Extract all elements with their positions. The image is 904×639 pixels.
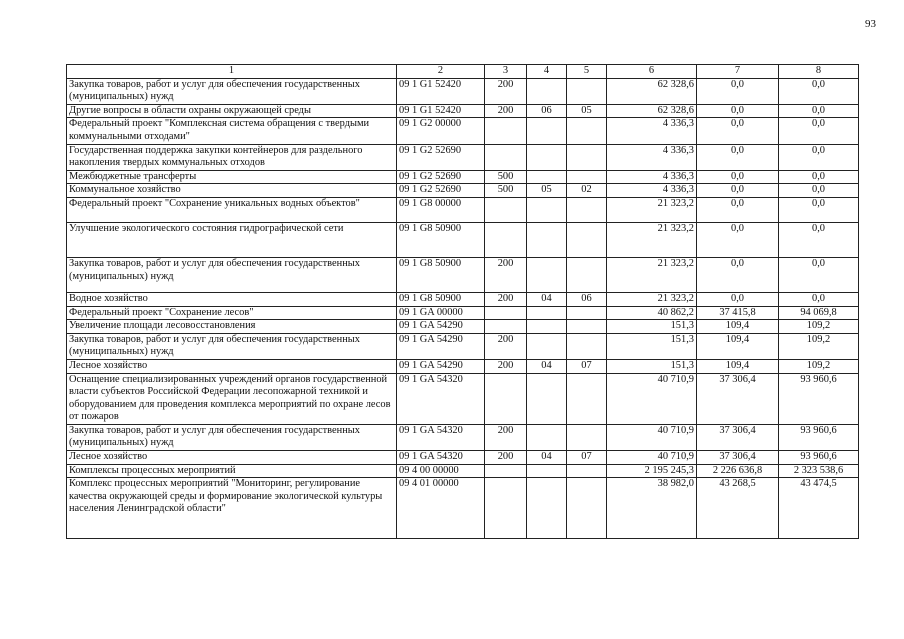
column-header: 8 xyxy=(779,65,859,79)
item-name-cell: Комплекс процессных мероприятий "Мониторинг, регулирование качества окружающей среды и формирование экологической культуры населения Ленинградской области" xyxy=(67,478,397,539)
target-code-cell: 09 4 00 00000 xyxy=(397,464,485,478)
section-cell: 04 xyxy=(527,451,567,465)
column-header: 7 xyxy=(697,65,779,79)
amount-col8-cell: 0,0 xyxy=(779,184,859,198)
amount-col7-cell: 0,0 xyxy=(697,104,779,118)
item-name-cell: Федеральный проект "Сохранение лесов" xyxy=(67,306,397,320)
expense-type-cell: 200 xyxy=(485,424,527,450)
expense-type-cell: 200 xyxy=(485,451,527,465)
target-code-cell: 09 1 GA 00000 xyxy=(397,306,485,320)
subsection-cell xyxy=(567,320,607,334)
amount-col8-cell: 109,2 xyxy=(779,320,859,334)
section-cell: 04 xyxy=(527,359,567,373)
amount-col8-cell: 0,0 xyxy=(779,104,859,118)
table-row xyxy=(67,222,859,257)
target-code-cell: 09 4 01 00000 xyxy=(397,478,485,539)
amount-col8-cell: 93 960,6 xyxy=(779,451,859,465)
item-name-cell: Увеличение площади лесовосстановления xyxy=(67,320,397,334)
amount-col7-cell: 109,4 xyxy=(697,359,779,373)
amount-col7-cell: 0,0 xyxy=(697,257,779,292)
amount-col8-cell: 93 960,6 xyxy=(779,373,859,424)
amount-col6-cell: 2 195 245,3 xyxy=(607,464,697,478)
item-name-cell: Закупка товаров, работ и услуг для обеспечения государственных (муниципальных) нужд xyxy=(67,78,397,104)
item-name-cell: Межбюджетные трансферты xyxy=(67,170,397,184)
item-name-cell: Закупка товаров, работ и услуг для обеспечения государственных (муниципальных) нужд xyxy=(67,257,397,292)
subsection-cell xyxy=(567,373,607,424)
item-name-cell: Государственная поддержка закупки контейнеров для раздельного накопления твердых коммунальных отходов xyxy=(67,144,397,170)
amount-col8-cell: 0,0 xyxy=(779,222,859,257)
subsection-cell xyxy=(567,222,607,257)
subsection-cell xyxy=(567,144,607,170)
amount-col8-cell: 94 069,8 xyxy=(779,306,859,320)
amount-col8-cell: 43 474,5 xyxy=(779,478,859,539)
subsection-cell xyxy=(567,118,607,144)
expense-type-cell: 200 xyxy=(485,78,527,104)
table-row xyxy=(67,184,859,198)
amount-col6-cell: 4 336,3 xyxy=(607,144,697,170)
amount-col6-cell: 151,3 xyxy=(607,359,697,373)
amount-col7-cell: 37 415,8 xyxy=(697,306,779,320)
page-number: 93 xyxy=(865,18,876,30)
section-cell: 04 xyxy=(527,292,567,306)
section-cell xyxy=(527,78,567,104)
amount-col6-cell: 21 323,2 xyxy=(607,222,697,257)
column-header: 3 xyxy=(485,65,527,79)
target-code-cell: 09 1 G2 52690 xyxy=(397,144,485,170)
section-cell xyxy=(527,424,567,450)
target-code-cell: 09 1 GA 54290 xyxy=(397,359,485,373)
table-row xyxy=(67,359,859,373)
amount-col7-cell: 37 306,4 xyxy=(697,451,779,465)
table-row xyxy=(67,118,859,144)
item-name-cell: Комплексы процессных мероприятий xyxy=(67,464,397,478)
section-cell xyxy=(527,197,567,222)
subsection-cell xyxy=(567,197,607,222)
expense-type-cell xyxy=(485,373,527,424)
amount-col6-cell: 40 710,9 xyxy=(607,373,697,424)
expense-type-cell: 500 xyxy=(485,170,527,184)
item-name-cell: Улучшение экологического состояния гидрографической сети xyxy=(67,222,397,257)
amount-col6-cell: 40 710,9 xyxy=(607,424,697,450)
amount-col7-cell: 43 268,5 xyxy=(697,478,779,539)
amount-col7-cell: 109,4 xyxy=(697,333,779,359)
amount-col6-cell: 40 710,9 xyxy=(607,451,697,465)
table-row xyxy=(67,306,859,320)
expense-type-cell xyxy=(485,222,527,257)
section-cell xyxy=(527,306,567,320)
amount-col6-cell: 21 323,2 xyxy=(607,257,697,292)
item-name-cell: Федеральный проект "Комплексная система обращения с твердыми коммунальными отходами" xyxy=(67,118,397,144)
expense-type-cell: 200 xyxy=(485,292,527,306)
subsection-cell xyxy=(567,306,607,320)
subsection-cell xyxy=(567,78,607,104)
section-cell xyxy=(527,170,567,184)
subsection-cell xyxy=(567,257,607,292)
amount-col6-cell: 4 336,3 xyxy=(607,184,697,198)
target-code-cell: 09 1 G2 52690 xyxy=(397,170,485,184)
amount-col8-cell: 93 960,6 xyxy=(779,424,859,450)
amount-col7-cell: 0,0 xyxy=(697,78,779,104)
amount-col6-cell: 62 328,6 xyxy=(607,104,697,118)
expense-type-cell: 200 xyxy=(485,104,527,118)
amount-col7-cell: 0,0 xyxy=(697,144,779,170)
target-code-cell: 09 1 G8 50900 xyxy=(397,222,485,257)
column-header: 4 xyxy=(527,65,567,79)
amount-col8-cell: 109,2 xyxy=(779,359,859,373)
table-row xyxy=(67,320,859,334)
amount-col7-cell: 0,0 xyxy=(697,197,779,222)
section-cell xyxy=(527,320,567,334)
table-row xyxy=(67,78,859,104)
table-row xyxy=(67,257,859,292)
amount-col8-cell: 0,0 xyxy=(779,78,859,104)
amount-col7-cell: 0,0 xyxy=(697,184,779,198)
subsection-cell: 06 xyxy=(567,292,607,306)
subsection-cell xyxy=(567,333,607,359)
target-code-cell: 09 1 GA 54320 xyxy=(397,424,485,450)
expense-type-cell xyxy=(485,478,527,539)
amount-col7-cell: 0,0 xyxy=(697,222,779,257)
table-row xyxy=(67,197,859,222)
amount-col8-cell: 109,2 xyxy=(779,333,859,359)
subsection-cell: 07 xyxy=(567,359,607,373)
column-header: 1 xyxy=(67,65,397,79)
target-code-cell: 09 1 GA 54320 xyxy=(397,373,485,424)
amount-col8-cell: 0,0 xyxy=(779,257,859,292)
target-code-cell: 09 1 G8 50900 xyxy=(397,257,485,292)
table-row xyxy=(67,292,859,306)
amount-col7-cell: 109,4 xyxy=(697,320,779,334)
expense-type-cell: 500 xyxy=(485,184,527,198)
subsection-cell: 02 xyxy=(567,184,607,198)
table-row xyxy=(67,104,859,118)
expense-type-cell xyxy=(485,197,527,222)
expense-type-cell xyxy=(485,320,527,334)
section-cell xyxy=(527,222,567,257)
amount-col6-cell: 21 323,2 xyxy=(607,197,697,222)
amount-col7-cell: 0,0 xyxy=(697,292,779,306)
subsection-cell xyxy=(567,170,607,184)
table-row xyxy=(67,451,859,465)
target-code-cell: 09 1 G2 52690 xyxy=(397,184,485,198)
column-header: 2 xyxy=(397,65,485,79)
amount-col8-cell: 0,0 xyxy=(779,144,859,170)
expense-type-cell xyxy=(485,144,527,170)
section-cell xyxy=(527,333,567,359)
expense-type-cell xyxy=(485,306,527,320)
item-name-cell: Закупка товаров, работ и услуг для обеспечения государственных (муниципальных) нужд xyxy=(67,333,397,359)
section-cell xyxy=(527,464,567,478)
amount-col7-cell: 37 306,4 xyxy=(697,424,779,450)
subsection-cell: 07 xyxy=(567,451,607,465)
amount-col8-cell: 0,0 xyxy=(779,170,859,184)
section-cell: 06 xyxy=(527,104,567,118)
amount-col7-cell: 2 226 636,8 xyxy=(697,464,779,478)
target-code-cell: 09 1 GA 54290 xyxy=(397,320,485,334)
target-code-cell: 09 1 G8 00000 xyxy=(397,197,485,222)
table-row xyxy=(67,144,859,170)
target-code-cell: 09 1 GA 54320 xyxy=(397,451,485,465)
amount-col8-cell: 0,0 xyxy=(779,118,859,144)
target-code-cell: 09 1 G1 52420 xyxy=(397,104,485,118)
target-code-cell: 09 1 G2 00000 xyxy=(397,118,485,144)
amount-col6-cell: 151,3 xyxy=(607,320,697,334)
expense-type-cell: 200 xyxy=(485,333,527,359)
section-cell xyxy=(527,118,567,144)
item-name-cell: Лесное хозяйство xyxy=(67,359,397,373)
item-name-cell: Коммунальное хозяйство xyxy=(67,184,397,198)
target-code-cell: 09 1 GA 54290 xyxy=(397,333,485,359)
item-name-cell: Оснащение специализированных учреждений органов государственной власти субъектов Российской Федерации лесопожарной техникой и оборудованием для проведения комплекса мероприятий по охране лесов от пожаров xyxy=(67,373,397,424)
subsection-cell xyxy=(567,424,607,450)
target-code-cell: 09 1 G1 52420 xyxy=(397,78,485,104)
expense-type-cell: 200 xyxy=(485,257,527,292)
item-name-cell: Водное хозяйство xyxy=(67,292,397,306)
column-header: 6 xyxy=(607,65,697,79)
amount-col7-cell: 37 306,4 xyxy=(697,373,779,424)
amount-col8-cell: 2 323 538,6 xyxy=(779,464,859,478)
amount-col6-cell: 4 336,3 xyxy=(607,118,697,144)
budget-table xyxy=(66,64,859,539)
amount-col6-cell: 151,3 xyxy=(607,333,697,359)
amount-col6-cell: 40 862,2 xyxy=(607,306,697,320)
subsection-cell: 05 xyxy=(567,104,607,118)
item-name-cell: Другие вопросы в области охраны окружающей среды xyxy=(67,104,397,118)
section-cell xyxy=(527,257,567,292)
amount-col8-cell: 0,0 xyxy=(779,197,859,222)
table-row xyxy=(67,170,859,184)
header-row xyxy=(67,65,859,79)
subsection-cell xyxy=(567,478,607,539)
table-row xyxy=(67,333,859,359)
section-cell xyxy=(527,144,567,170)
section-cell xyxy=(527,478,567,539)
subsection-cell xyxy=(567,464,607,478)
item-name-cell: Закупка товаров, работ и услуг для обеспечения государственных (муниципальных) нужд xyxy=(67,424,397,450)
table-row xyxy=(67,373,859,424)
amount-col6-cell: 38 982,0 xyxy=(607,478,697,539)
table-row xyxy=(67,424,859,450)
amount-col7-cell: 0,0 xyxy=(697,170,779,184)
table-row xyxy=(67,464,859,478)
expense-type-cell xyxy=(485,464,527,478)
column-header: 5 xyxy=(567,65,607,79)
section-cell xyxy=(527,373,567,424)
amount-col8-cell: 0,0 xyxy=(779,292,859,306)
amount-col6-cell: 4 336,3 xyxy=(607,170,697,184)
section-cell: 05 xyxy=(527,184,567,198)
amount-col7-cell: 0,0 xyxy=(697,118,779,144)
table-row xyxy=(67,478,859,539)
amount-col6-cell: 62 328,6 xyxy=(607,78,697,104)
item-name-cell: Федеральный проект "Сохранение уникальных водных объектов" xyxy=(67,197,397,222)
target-code-cell: 09 1 G8 50900 xyxy=(397,292,485,306)
expense-type-cell xyxy=(485,118,527,144)
item-name-cell: Лесное хозяйство xyxy=(67,451,397,465)
expense-type-cell: 200 xyxy=(485,359,527,373)
amount-col6-cell: 21 323,2 xyxy=(607,292,697,306)
